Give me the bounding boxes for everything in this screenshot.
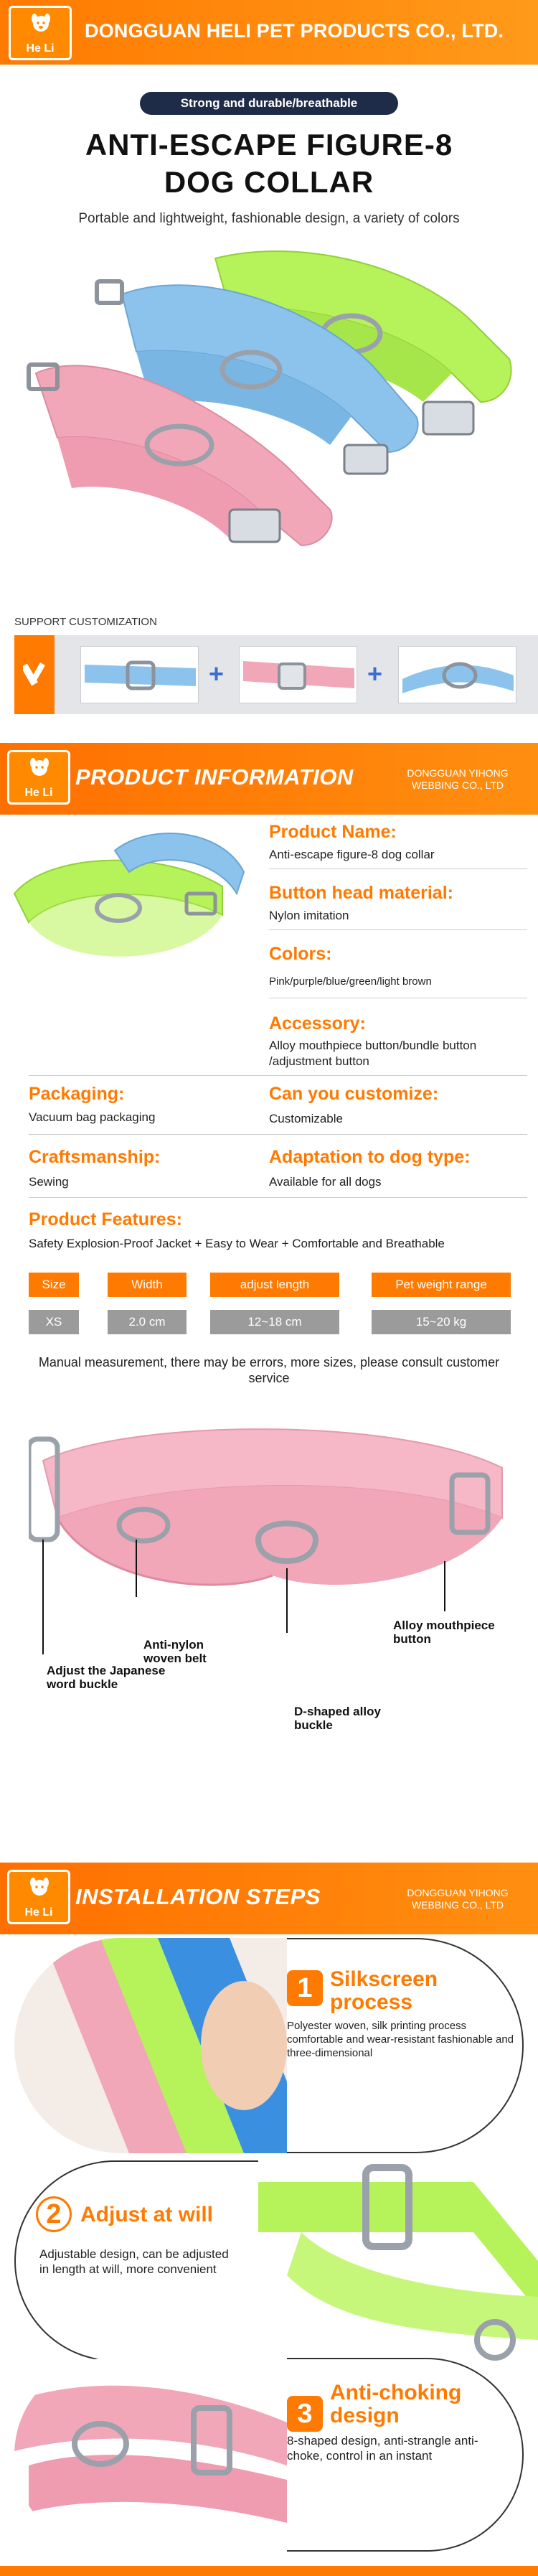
collar-diagram-image [29, 1418, 531, 1690]
hero-title-line-2: DOG COLLAR [164, 165, 374, 199]
brand-header [0, 0, 538, 65]
logo-text: He Li [24, 787, 53, 799]
divider [269, 929, 527, 930]
features-text: Safety Explosion-Proof Jacket + Easy to Wear + Comfortable and Breathable [29, 1237, 445, 1250]
dog-icon [27, 1876, 52, 1902]
spec-header-weight: Pet weight range [372, 1273, 511, 1297]
field-title-accessory: Accessory: [269, 1013, 366, 1034]
callout-nylon-belt: Anti-nylon woven belt [143, 1638, 207, 1665]
section-logo [7, 1870, 70, 1924]
plus-sign-2: + [367, 659, 383, 688]
step-1-title: Silkscreen process [330, 1967, 438, 2014]
dog-icon [27, 757, 52, 782]
spec-header-size: Size [29, 1273, 79, 1297]
divider [29, 1134, 527, 1135]
field-value-accessory: Alloy mouthpiece button/bundle button /adjustment button [269, 1039, 477, 1068]
spec-value-size: XS [29, 1310, 79, 1334]
section-title: INSTALLATION STEPS [75, 1884, 321, 1909]
field-value-product-name: Anti-escape figure-8 dog collar [269, 848, 435, 861]
installation-header [0, 1863, 538, 1934]
section-company: DONGGUAN YIHONG WEBBING CO., LTD [407, 1887, 509, 1911]
feature-badge: Strong and durable/breathable [140, 92, 398, 115]
product-info-header [0, 743, 538, 815]
step-1-number: 1 [287, 1970, 323, 2006]
step-1-text: Polyester woven, silk printing process comfortable and wear-resistant fashionable and three-dimensional [287, 2020, 514, 2059]
callout-adjust-buckle: Adjust the Japanese word buckle [47, 1664, 166, 1691]
step-3-text: 8-shaped design, anti-strangle anti-choke, control in an instant [287, 2434, 478, 2463]
field-title-colors: Colors: [269, 944, 332, 964]
divider [269, 868, 527, 869]
field-value-dog-type: Available for all dogs [269, 1175, 382, 1189]
step-2-title: Adjust at will [80, 2203, 214, 2226]
field-value-craftsmanship: Sewing [29, 1175, 69, 1189]
field-title-craftsmanship: Craftsmanship: [29, 1147, 161, 1167]
field-value-customize: Customizable [269, 1112, 343, 1125]
spec-note: Manual measurement, there may be errors, more sizes, please consult customer service [38, 1355, 500, 1385]
step-2-photo [258, 2160, 538, 2361]
field-title-material: Button head material: [269, 883, 453, 903]
field-title-packaging: Packaging: [29, 1084, 125, 1104]
hero-subtitle: Portable and lightweight, fashionable design, a variety of colors [78, 211, 460, 226]
hero-title-line-1: ANTI-ESCAPE FIGURE-8 [85, 128, 453, 161]
field-value-material: Nylon imitation [269, 909, 349, 922]
logo-text: He Li [26, 42, 55, 55]
bottom-accent-strip [0, 2566, 538, 2576]
step-2-text: Adjustable design, can be adjusted in length at will, more convenient [39, 2247, 229, 2276]
customization-icon-box [14, 635, 55, 714]
step-2-number: 2 [36, 2196, 72, 2232]
field-title-customize: Can you customize: [269, 1084, 439, 1104]
company-name: DONGGUAN HELI PET PRODUCTS CO., LTD. [85, 20, 504, 42]
callout-d-ring: D-shaped alloy buckle [294, 1705, 381, 1732]
spec-value-weight: 15~20 kg [372, 1310, 511, 1334]
step-3-title: Anti-choking design [330, 2381, 462, 2427]
divider [29, 1197, 527, 1198]
spec-header-width: Width [108, 1273, 187, 1297]
field-value-colors: Pink/purple/blue/green/light brown [269, 975, 432, 988]
field-title-dog-type: Adaptation to dog type: [269, 1147, 471, 1167]
step-3-photo [14, 2358, 287, 2552]
pencil-ruler-icon [23, 661, 46, 688]
callout-alloy-button: Alloy mouthpiece button [393, 1619, 495, 1646]
product-info-image [7, 807, 251, 994]
swatch-blue-2 [398, 646, 516, 703]
logo-text: He Li [24, 1906, 53, 1919]
features-title: Product Features: [29, 1209, 182, 1230]
spec-value-width: 2.0 cm [108, 1310, 187, 1334]
swatch-blue [80, 646, 199, 703]
plus-sign-1: + [209, 659, 225, 688]
field-value-packaging: Vacuum bag packaging [29, 1110, 156, 1124]
swatch-pink [239, 646, 357, 703]
hero-collars-image [14, 237, 531, 567]
brand-logo [9, 6, 72, 60]
step-3-number: 3 [287, 2396, 323, 2432]
spec-header-adjust-length: adjust length [210, 1273, 339, 1297]
step-1-photo [14, 1938, 287, 2153]
field-title-product-name: Product Name: [269, 822, 397, 842]
section-title: PRODUCT INFORMATION [75, 764, 354, 790]
spec-value-adjust-length: 12~18 cm [210, 1310, 339, 1334]
dog-icon [28, 12, 54, 38]
divider [29, 1075, 527, 1076]
section-company: DONGGUAN YIHONG WEBBING CO., LTD [407, 767, 509, 791]
section-logo [7, 750, 70, 805]
customization-label: SUPPORT CUSTOMIZATION [14, 616, 157, 628]
hero-title [0, 126, 538, 201]
